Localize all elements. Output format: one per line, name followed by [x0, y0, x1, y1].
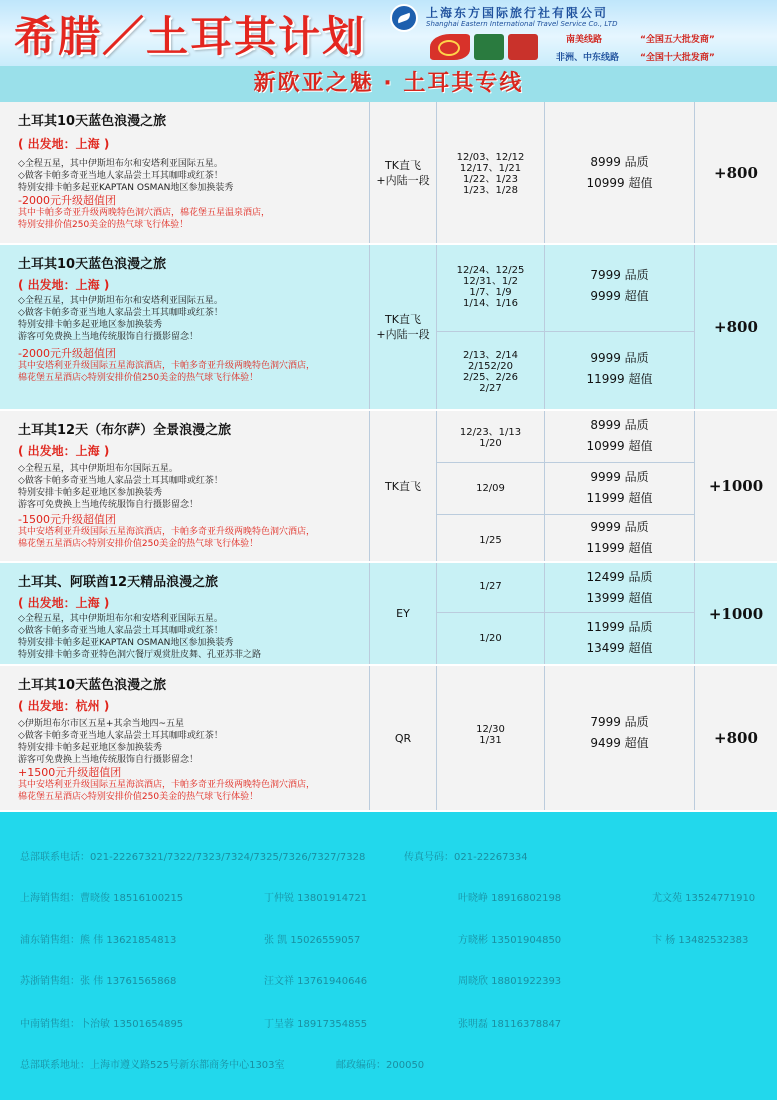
upgrade-detail: 其中安塔利亚升级国际五星海滨酒店，卡帕多奇亚升级两晚特色洞穴酒店，	[18, 780, 316, 790]
tour-feature: ◇全程五星，其中伊斯坦布尔国际五星。	[18, 464, 178, 474]
tour-feature: 游客可免费换上当地传统服饰自行摄影留念！	[18, 755, 199, 765]
departure-dates	[437, 245, 545, 409]
sales-contact: 叶晓峥 18916802198	[458, 893, 562, 904]
date-line: 2/13、2/14	[463, 350, 518, 361]
departure-dates	[437, 563, 545, 664]
price-value: 11999 超值	[586, 541, 653, 555]
tour-feature: 特别安排卡帕多奇亚特色洞穴餐厅观赏肚皮舞、孔亚苏菲之路	[18, 650, 262, 660]
sales-contact: 方晓彬 13501904850	[458, 935, 562, 946]
tour-feature: ◇做客卡帕多奇亚当地人家品尝土耳其咖啡或红茶！	[18, 308, 223, 318]
tour-row	[0, 245, 777, 411]
sales-contact: 卞 杨 13482532383	[652, 935, 749, 946]
price-value: 10999 超值	[586, 176, 653, 190]
price-cell	[545, 563, 695, 664]
sales-contact: 中南销售组：卜治敏 13501654895	[20, 1019, 184, 1030]
slogan: 南美线路	[566, 35, 603, 45]
surcharge: +1000	[708, 604, 764, 623]
flight-carrier: QR	[394, 731, 412, 745]
price-value: 10999 超值	[586, 439, 653, 453]
tour-feature: ◇做客卡帕多奇亚当地人家品尝土耳其咖啡或红茶！	[18, 476, 223, 486]
tour-feature: ◇做客卡帕多奇亚当地人家品尝土耳其咖啡或红茶！	[18, 171, 223, 181]
tour-feature: ◇全程五星，其中伊斯坦布尔和安塔利亚国际五星。	[18, 159, 223, 169]
upgrade-offer: +1500元升级超值团	[18, 766, 122, 779]
sales-contact: 丁仲锐 13801914721	[264, 893, 368, 904]
hq-phone: 总部联系电话：021-22267321/7322/7323/7324/7325/7326/7327/7328	[20, 852, 366, 863]
tour-description	[0, 411, 370, 561]
upgrade-detail: 特别安排价值250美金的热气球飞行体验！	[18, 220, 189, 230]
date-line: 12/31、1/2	[463, 276, 518, 287]
departure-dates	[437, 411, 545, 561]
slogan: 非洲、中东线路	[556, 53, 620, 63]
tour-feature: ◇全程五星，其中伊斯坦布尔和安塔利亚国际五星。	[18, 296, 223, 306]
price-standard: 9999 品质	[590, 470, 649, 484]
sales-contact: 上海销售组：曹晓俊 18516100215	[20, 893, 184, 904]
tour-name: 土耳其12天（布尔萨）全景浪漫之旅	[18, 423, 232, 438]
section-banner: 新欧亚之魅 · 土耳其专线	[0, 66, 777, 102]
tour-feature: 特别安排卡帕多起亚地区参加换装秀	[18, 320, 163, 330]
postcode: 邮政编码：200050	[336, 1060, 425, 1071]
partner-logo-icon	[508, 34, 538, 60]
page-title: 希腊／土耳其计划	[14, 12, 367, 61]
tour-row	[0, 563, 777, 666]
date-line: 2/152/20	[468, 361, 513, 372]
flight-info	[370, 411, 437, 561]
surcharge: +800	[714, 318, 758, 336]
sales-contact: 张明磊 18116378847	[458, 1019, 562, 1030]
date-line: 12/09	[476, 483, 505, 494]
tour-name: 土耳其、阿联酋12天精品浪漫之旅	[18, 575, 219, 590]
tour-description	[0, 245, 370, 409]
price-value: 13499 超值	[586, 641, 653, 655]
sales-contact: 浦东销售组：熊 伟 13621854813	[20, 935, 177, 946]
price-value: 9499 超值	[590, 736, 649, 750]
sales-contact: 张 凯 15026559057	[264, 935, 361, 946]
date-line: 12/03、12/12	[456, 152, 525, 163]
tour-name: 土耳其10天蓝色浪漫之旅	[18, 257, 167, 272]
airline-logo-icon	[390, 4, 418, 32]
departure-city: ( 出发地：上海 )	[18, 137, 110, 151]
upgrade-offer: -1500元升级超值团	[18, 513, 116, 526]
price-value: 13999 超值	[586, 591, 653, 605]
date-line: 2/25、2/26	[463, 372, 518, 383]
date-line: 1/23、1/28	[463, 185, 518, 196]
hq-address: 总部联系地址：上海市遵义路525号新东都商务中心1303室	[20, 1060, 285, 1071]
tour-feature: ◇做客卡帕多奇亚当地人家品尝土耳其咖啡或红茶！	[18, 731, 223, 741]
tour-description	[0, 666, 370, 810]
tour-row	[0, 411, 777, 563]
sales-contact: 汪文祥 13761940646	[264, 976, 368, 987]
departure-dates	[437, 666, 545, 810]
flight-info	[370, 666, 437, 810]
date-line: 1/20	[479, 438, 502, 449]
price-standard: 11999 品质	[586, 620, 653, 634]
tour-feature: ◇伊斯坦布尔市区五星+其余当地四~五星	[18, 719, 185, 729]
price-standard: 8999 品质	[590, 155, 649, 169]
upgrade-detail: 其中卡帕多奇亚升级两晚特色洞穴酒店，棉花堡五星温泉酒店，	[18, 208, 271, 218]
flight-info	[370, 563, 437, 664]
date-line: 2/27	[479, 383, 502, 394]
tour-feature: 游客可免费换上当地传统服饰自行摄影留念！	[18, 332, 199, 342]
price-standard: 12499 品质	[586, 570, 653, 584]
price-standard: 8999 品质	[590, 418, 649, 432]
flight-carrier: TK直飞	[385, 158, 421, 172]
partner-logo-icon	[474, 34, 504, 60]
tour-feature: 特别安排卡帕多起亚地区参加换装秀	[18, 488, 163, 498]
slogan: “全国十大批发商”	[640, 53, 715, 63]
date-line: 1/31	[479, 735, 502, 746]
flight-carrier: TK直飞	[385, 313, 421, 326]
price-value: 9999 超值	[590, 289, 649, 303]
tour-description	[0, 563, 370, 664]
tour-feature: 特别安排卡帕多起亚KAPTAN OSMAN地区参加换装秀	[18, 183, 234, 193]
departure-city: ( 出发地：杭州 )	[18, 699, 110, 713]
tour-name: 土耳其10天蓝色浪漫之旅	[18, 114, 167, 129]
brand-logo-icon	[430, 34, 470, 60]
price-cell	[545, 245, 695, 409]
price-cell	[545, 102, 695, 243]
surcharge: +1000	[708, 477, 764, 495]
upgrade-offer: -2000元升级超值团	[18, 194, 116, 207]
date-line: 12/24、12/25	[456, 265, 525, 276]
surcharge: +800	[714, 729, 758, 747]
contact-footer	[0, 812, 777, 1100]
departure-city: ( 出发地：上海 )	[18, 444, 110, 458]
flight-info	[370, 102, 437, 243]
fax-number: 传真号码：021-22267334	[404, 852, 528, 863]
date-line: 1/25	[479, 535, 502, 546]
departure-dates	[437, 102, 545, 243]
price-standard: 7999 品质	[590, 268, 649, 282]
slogan: “全国五大批发商”	[640, 35, 715, 45]
tour-feature: 游客可免费换上当地传统服饰自行摄影留念！	[18, 500, 199, 510]
flight-carrier: EY	[396, 607, 410, 620]
upgrade-detail: 其中安塔利亚升级国际五星海滨酒店，卡帕多奇亚升级两晚特色洞穴酒店，	[18, 361, 316, 371]
price-standard: 9999 品质	[590, 351, 649, 365]
date-line: 1/14、1/16	[463, 298, 518, 309]
upgrade-detail: 其中安塔利亚升级国际五星海滨酒店，卡帕多奇亚升级两晚特色洞穴酒店，	[18, 527, 316, 537]
sales-contact: 周晓欣 18801922393	[458, 976, 562, 987]
tour-description	[0, 102, 370, 243]
date-line: 1/22、1/23	[463, 174, 518, 185]
price-value: 11999 超值	[586, 491, 653, 505]
tour-feature: ◇全程五星，其中伊斯坦布尔和安塔利亚国际五星。	[18, 614, 223, 624]
flight-info	[370, 245, 437, 409]
price-standard: 7999 品质	[590, 715, 649, 729]
upgrade-detail: 棉花堡五星酒店◇特别安排价值250美金的热气球飞行体验！	[18, 539, 259, 549]
upgrade-detail: 棉花堡五星酒店◇特别安排价值250美金的热气球飞行体验！	[18, 373, 259, 383]
departure-city: ( 出发地：上海 )	[18, 278, 110, 292]
price-cell	[545, 411, 695, 561]
price-standard: 9999 品质	[590, 520, 649, 534]
flight-extra: +内陆一段	[376, 328, 430, 341]
tour-feature: 特别安排卡帕多起亚KAPTAN OSMAN地区参加换装秀	[18, 638, 234, 648]
surcharge: +800	[714, 163, 758, 182]
tour-name: 土耳其10天蓝色浪漫之旅	[18, 678, 167, 693]
date-line: 1/20	[479, 633, 502, 644]
tour-feature: 特别安排卡帕多起亚地区参加换装秀	[18, 743, 163, 753]
tour-row	[0, 666, 777, 812]
flight-carrier: TK直飞	[385, 479, 421, 493]
date-line: 1/7、1/9	[469, 287, 512, 298]
upgrade-detail: 棉花堡五星酒店◇特别安排价值250美金的热气球飞行体验！	[18, 792, 259, 802]
company-name-cn: 上海东方国际旅行社有限公司	[426, 6, 609, 20]
header	[0, 0, 777, 66]
price-value: 11999 超值	[586, 372, 653, 386]
date-line: 12/23、1/13	[459, 427, 522, 438]
flight-extra: +内陆一段	[376, 173, 430, 187]
company-name-en: Shanghai Eastern International Travel Service Co., LTD	[426, 20, 618, 28]
tour-row	[0, 102, 777, 245]
sales-contact: 苏浙销售组：张 伟 13761565868	[20, 976, 177, 987]
departure-city: ( 出发地：上海 )	[18, 596, 110, 610]
sales-contact: 尤文苑 13524771910	[652, 893, 756, 904]
price-cell	[545, 666, 695, 810]
date-line: 12/30	[476, 724, 505, 735]
tour-feature: ◇做客卡帕多奇亚当地人家品尝土耳其咖啡或红茶！	[18, 626, 223, 636]
date-line: 1/27	[479, 581, 502, 592]
sales-contact: 丁呈蓉 18917354855	[264, 1019, 368, 1030]
upgrade-offer: -2000元升级超值团	[18, 347, 116, 360]
date-line: 12/17、1/21	[459, 163, 522, 174]
